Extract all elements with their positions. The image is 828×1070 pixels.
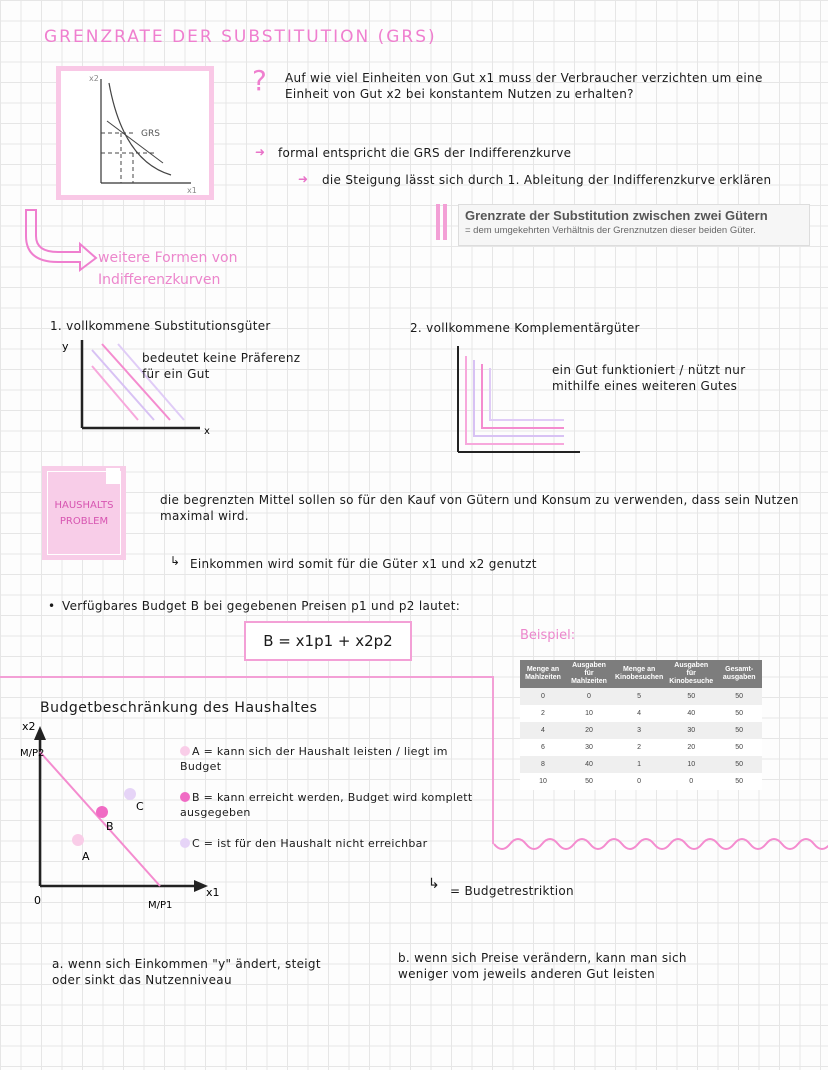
table-cell: 2 xyxy=(520,705,566,722)
wave-divider xyxy=(494,834,828,856)
question-mark-icon: ? xyxy=(252,64,267,97)
table-cell: 20 xyxy=(666,739,716,756)
table-cell: 50 xyxy=(716,705,762,722)
curved-arrow-icon xyxy=(22,206,94,266)
legend-a xyxy=(180,744,480,774)
budget-restriction: = Budgetrestriktion xyxy=(450,884,574,898)
table-cell: 2 xyxy=(612,739,666,756)
household-label-2: PROBLEM xyxy=(59,516,109,527)
table-header: Gesamt-ausgaben xyxy=(716,660,762,688)
table-cell: 4 xyxy=(520,722,566,739)
arrow-right-icon: ➜ xyxy=(255,145,266,159)
grs-x-label: x1 xyxy=(187,186,197,195)
table-cell: 50 xyxy=(716,688,762,705)
budget-heading: Budgetbeschränkung des Haushaltes xyxy=(40,700,318,716)
grs-graph-frame xyxy=(56,66,214,200)
arrow-right-icon: ➜ xyxy=(298,172,309,186)
budget-formula: B = x1p1 + x2p2 xyxy=(244,621,412,661)
definition-text: = dem umgekehrten Verhältnis der Grenznutzen dieser beiden Güter. xyxy=(465,225,756,236)
table-cell: 10 xyxy=(566,705,612,722)
income-arrow-icon: ↳ xyxy=(170,554,181,568)
formal-line: formal entspricht die GRS der Indifferenzkurve xyxy=(278,146,572,160)
table-row xyxy=(520,722,762,739)
grs-graph xyxy=(61,71,199,195)
table-cell: 0 xyxy=(612,773,666,790)
legend-c-text: C = ist für den Haushalt nicht erreichbar xyxy=(192,837,428,850)
table-header: Ausgaben für Kinobesuche xyxy=(666,660,716,688)
household-text: die begrenzten Mittel sollen so für den Kauf von Gütern und Konsum zu verwenden, dass sein Nutzen maximal wird. xyxy=(160,493,799,523)
subst-x-label: x xyxy=(204,426,210,437)
household-problem-box xyxy=(42,466,126,560)
household-label-1: HAUSHALTS xyxy=(54,500,114,511)
table-row xyxy=(520,756,762,773)
budget-y-intercept: M/P2 xyxy=(20,748,45,759)
table-cell: 10 xyxy=(520,773,566,790)
slope-line: die Steigung lässt sich durch 1. Ableitung der Indifferenzkurve erklären xyxy=(322,173,772,187)
section-divider-top xyxy=(0,676,494,678)
table-cell: 40 xyxy=(566,756,612,773)
table-cell: 0 xyxy=(566,688,612,705)
table-cell: 30 xyxy=(666,722,716,739)
budget-x-axis: x1 xyxy=(206,886,220,899)
table-row xyxy=(520,739,762,756)
table-cell: 50 xyxy=(716,722,762,739)
table-cell: 40 xyxy=(666,705,716,722)
table-row xyxy=(520,688,762,705)
table-cell: 0 xyxy=(520,688,566,705)
substitutes-heading: 1. vollkommene Substitutionsgüter xyxy=(50,319,271,333)
budget-line: Verfügbares Budget B bei gegebenen Preisen p1 und p2 lautet: xyxy=(62,599,461,613)
bullet-icon: • xyxy=(48,599,56,613)
table-cell: 3 xyxy=(612,722,666,739)
budget-origin: 0 xyxy=(34,894,41,907)
table-header: Menge an Mahlzeiten xyxy=(520,660,566,688)
table-cell: 5 xyxy=(612,688,666,705)
point-b: B xyxy=(106,820,114,833)
table-cell: 0 xyxy=(666,773,716,790)
example-label: Beispiel: xyxy=(520,628,576,643)
income-line: Einkommen wird somit für die Güter x1 und x2 genutzt xyxy=(190,557,537,571)
table-cell: 50 xyxy=(566,773,612,790)
grs-y-label: x2 xyxy=(89,74,99,83)
note-a: a. wenn sich Einkommen "y" ändert, steigt oder sinkt das Nutzenniveau xyxy=(52,957,321,987)
table-header: Menge an Kinobesuchen xyxy=(612,660,666,688)
table-cell: 50 xyxy=(716,773,762,790)
definition-box xyxy=(458,204,810,246)
table-cell: 6 xyxy=(520,739,566,756)
bookmark-icon xyxy=(106,468,120,484)
grs-curve-label: GRS xyxy=(141,129,160,139)
table-cell: 20 xyxy=(566,722,612,739)
budget-x-intercept: M/P1 xyxy=(148,900,173,911)
substitutes-note: bedeutet keine Präferenz für ein Gut xyxy=(142,351,301,381)
subst-y-label: y xyxy=(62,340,69,353)
point-a: A xyxy=(82,850,90,863)
table-cell: 50 xyxy=(666,688,716,705)
question-text: Auf wie viel Einheiten von Gut x1 muss der Verbraucher verzichten um eine Einheit von Gut x2 bei konstantem Nutzen zu erhalten? xyxy=(285,71,763,101)
complements-graph xyxy=(440,340,590,460)
table-row xyxy=(520,705,762,722)
note-b: b. wenn sich Preise verändern, kann man sich weniger vom jeweils anderen Gut leisten xyxy=(398,951,687,981)
table-cell: 1 xyxy=(612,756,666,773)
legend-c xyxy=(180,836,480,851)
definition-bars xyxy=(436,204,447,244)
further-forms: weitere Formen von Indifferenzkurven xyxy=(98,250,238,288)
complements-heading: 2. vollkommene Komplementärgüter xyxy=(410,321,640,335)
definition-title: Grenzrate der Substitution zwischen zwei Gütern xyxy=(465,208,768,223)
section-divider-side xyxy=(492,676,494,844)
table-cell: 50 xyxy=(716,739,762,756)
example-table xyxy=(520,660,762,790)
table-header: Ausgaben für Mahlzeiten xyxy=(566,660,612,688)
table-cell: 10 xyxy=(666,756,716,773)
page-title: GRENZRATE DER SUBSTITUTION (GRS) xyxy=(44,27,437,47)
table-cell: 8 xyxy=(520,756,566,773)
budget-y-axis: x2 xyxy=(22,720,36,733)
legend-b xyxy=(180,790,480,820)
table-cell: 30 xyxy=(566,739,612,756)
table-row xyxy=(520,773,762,790)
point-c: C xyxy=(136,800,144,813)
table-cell: 50 xyxy=(716,756,762,773)
legend-b-text: B = kann erreicht werden, Budget wird komplett ausgegeben xyxy=(180,791,473,819)
restriction-arrow-icon: ↳ xyxy=(428,876,441,892)
table-cell: 4 xyxy=(612,705,666,722)
legend-a-text: A = kann sich der Haushalt leisten / liegt im Budget xyxy=(180,745,448,773)
complements-note: ein Gut funktioniert / nützt nur mithilfe eines weiteren Gutes xyxy=(552,363,746,393)
